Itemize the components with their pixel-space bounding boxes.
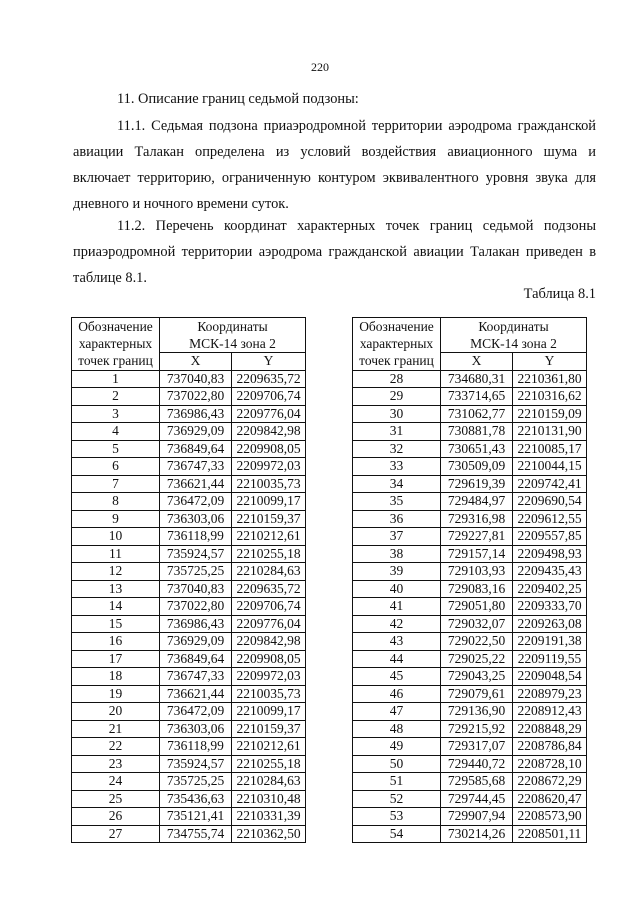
point-number: 7 (72, 475, 160, 493)
coordinates-table-right-body (353, 370, 587, 843)
table-row (72, 685, 306, 703)
x-coordinate: 729051,80 (441, 598, 513, 616)
x-coordinate: 735725,25 (160, 773, 232, 791)
y-coordinate: 2210212,61 (232, 738, 306, 756)
point-number: 29 (353, 388, 441, 406)
table-row (72, 370, 306, 388)
x-coordinate: 729484,97 (441, 493, 513, 511)
x-coordinate: 730881,78 (441, 423, 513, 441)
table-row (353, 440, 587, 458)
x-coordinate: 730509,09 (441, 458, 513, 476)
table-row (72, 458, 306, 476)
point-number: 10 (72, 528, 160, 546)
table-row (353, 703, 587, 721)
point-number: 13 (72, 580, 160, 598)
table-row (353, 685, 587, 703)
point-number: 41 (353, 598, 441, 616)
point-number: 1 (72, 370, 160, 388)
point-number: 21 (72, 720, 160, 738)
x-coordinate: 736118,99 (160, 738, 232, 756)
y-coordinate: 2209972,03 (232, 668, 306, 686)
x-coordinate: 729025,22 (441, 650, 513, 668)
point-number: 8 (72, 493, 160, 511)
x-coordinate: 735924,57 (160, 755, 232, 773)
point-number: 54 (353, 825, 441, 843)
y-coordinate: 2210159,37 (232, 720, 306, 738)
x-coordinate: 737040,83 (160, 370, 232, 388)
y-header: Y (232, 353, 306, 371)
point-number: 19 (72, 685, 160, 703)
table-row (72, 563, 306, 581)
table-row (353, 650, 587, 668)
y-coordinate: 2210044,15 (513, 458, 587, 476)
x-coordinate: 729317,07 (441, 738, 513, 756)
table-row (72, 580, 306, 598)
point-number: 48 (353, 720, 441, 738)
x-coordinate: 734680,31 (441, 370, 513, 388)
x-coordinate: 737022,80 (160, 598, 232, 616)
table-row (353, 808, 587, 826)
table-row (72, 790, 306, 808)
table-row (353, 388, 587, 406)
table-row (353, 720, 587, 738)
table-row (353, 598, 587, 616)
y-coordinate: 2208786,84 (513, 738, 587, 756)
table-row (72, 668, 306, 686)
table-row (353, 493, 587, 511)
y-coordinate: 2208620,47 (513, 790, 587, 808)
table-row (353, 563, 587, 581)
point-number: 3 (72, 405, 160, 423)
table-row (72, 720, 306, 738)
point-number: 40 (353, 580, 441, 598)
y-coordinate: 2209776,04 (232, 405, 306, 423)
point-number: 18 (72, 668, 160, 686)
table-row (353, 615, 587, 633)
x-coordinate: 735121,41 (160, 808, 232, 826)
x-coordinate: 729079,61 (441, 685, 513, 703)
y-coordinate: 2210085,17 (513, 440, 587, 458)
table-row (353, 528, 587, 546)
x-coordinate: 733714,65 (441, 388, 513, 406)
table-row (72, 388, 306, 406)
y-coordinate: 2209402,25 (513, 580, 587, 598)
x-coordinate: 736849,64 (160, 650, 232, 668)
table-row (72, 825, 306, 843)
y-coordinate: 2210035,73 (232, 685, 306, 703)
y-coordinate: 2210099,17 (232, 493, 306, 511)
table-row (72, 598, 306, 616)
y-coordinate: 2210035,73 (232, 475, 306, 493)
x-coordinate: 735436,63 (160, 790, 232, 808)
table-row (72, 493, 306, 511)
x-coordinate: 736929,09 (160, 633, 232, 651)
x-coordinate: 736472,09 (160, 493, 232, 511)
x-coordinate: 729083,16 (441, 580, 513, 598)
y-coordinate: 2209333,70 (513, 598, 587, 616)
x-coordinate: 736747,33 (160, 458, 232, 476)
point-number: 27 (72, 825, 160, 843)
x-header: X (160, 353, 232, 371)
point-number: 52 (353, 790, 441, 808)
table-row (353, 825, 587, 843)
y-coordinate: 2209742,41 (513, 475, 587, 493)
y-coordinate: 2210284,63 (232, 563, 306, 581)
point-number: 31 (353, 423, 441, 441)
x-coordinate: 736303,06 (160, 720, 232, 738)
table-row (72, 633, 306, 651)
x-coordinate: 735725,25 (160, 563, 232, 581)
y-coordinate: 2210316,62 (513, 388, 587, 406)
y-coordinate: 2210284,63 (232, 773, 306, 791)
y-coordinate: 2209635,72 (232, 580, 306, 598)
designation-header: Обозначение характерных точек границ (353, 318, 441, 371)
table-row (353, 633, 587, 651)
table-row (72, 738, 306, 756)
y-header: Y (513, 353, 587, 371)
point-number: 47 (353, 703, 441, 721)
table-row (72, 773, 306, 791)
x-coordinate: 736929,09 (160, 423, 232, 441)
x-coordinate: 729907,94 (441, 808, 513, 826)
x-coordinate: 736621,44 (160, 685, 232, 703)
y-coordinate: 2209706,74 (232, 598, 306, 616)
point-number: 11 (72, 545, 160, 563)
x-coordinate: 736747,33 (160, 668, 232, 686)
table-row (353, 668, 587, 686)
x-coordinate: 736986,43 (160, 615, 232, 633)
y-coordinate: 2209776,04 (232, 615, 306, 633)
table-row (353, 510, 587, 528)
point-number: 9 (72, 510, 160, 528)
x-coordinate: 729215,92 (441, 720, 513, 738)
coordinates-table-right (352, 317, 587, 843)
x-coordinate: 736303,06 (160, 510, 232, 528)
y-coordinate: 2210159,09 (513, 405, 587, 423)
x-coordinate: 737022,80 (160, 388, 232, 406)
table-row (353, 773, 587, 791)
point-number: 15 (72, 615, 160, 633)
y-coordinate: 2210099,17 (232, 703, 306, 721)
y-coordinate: 2208912,43 (513, 703, 587, 721)
table-row (353, 475, 587, 493)
point-number: 22 (72, 738, 160, 756)
coordinates-header: Координаты МСК-14 зона 2 (441, 318, 587, 353)
x-coordinate: 737040,83 (160, 580, 232, 598)
y-coordinate: 2210131,90 (513, 423, 587, 441)
point-number: 25 (72, 790, 160, 808)
x-coordinate: 729227,81 (441, 528, 513, 546)
table-row (72, 423, 306, 441)
point-number: 12 (72, 563, 160, 581)
x-coordinate: 736472,09 (160, 703, 232, 721)
y-coordinate: 2209908,05 (232, 650, 306, 668)
designation-header: Обозначение характерных точек границ (72, 318, 160, 371)
table-row (353, 423, 587, 441)
coordinates-table-left-body (72, 370, 306, 843)
y-coordinate: 2209908,05 (232, 440, 306, 458)
x-coordinate: 729032,07 (441, 615, 513, 633)
paragraph-11-1: 11.1. Седьмая подзона приаэродромной территории аэродрома гражданской авиации Талакан определена из условий воздействия авиационного шума и включает территорию, ограниченную контуром эквивалентного уровня звука для дневного и ночного времени суток. (73, 118, 596, 212)
y-coordinate: 2209842,98 (232, 423, 306, 441)
y-coordinate: 2208501,11 (513, 825, 587, 843)
point-number: 24 (72, 773, 160, 791)
point-number: 26 (72, 808, 160, 826)
page-number: 220 (311, 60, 329, 74)
point-number: 45 (353, 668, 441, 686)
y-coordinate: 2208728,10 (513, 755, 587, 773)
x-coordinate: 729103,93 (441, 563, 513, 581)
y-coordinate: 2209690,54 (513, 493, 587, 511)
y-coordinate: 2208848,29 (513, 720, 587, 738)
point-number: 34 (353, 475, 441, 493)
table-row (72, 440, 306, 458)
point-number: 49 (353, 738, 441, 756)
x-coordinate: 729157,14 (441, 545, 513, 563)
point-number: 44 (353, 650, 441, 668)
point-number: 6 (72, 458, 160, 476)
y-coordinate: 2209635,72 (232, 370, 306, 388)
point-number: 4 (72, 423, 160, 441)
point-number: 14 (72, 598, 160, 616)
point-number: 5 (72, 440, 160, 458)
x-coordinate: 736849,64 (160, 440, 232, 458)
coordinates-table-left (71, 317, 306, 843)
coordinates-header: Координаты МСК-14 зона 2 (160, 318, 306, 353)
table-row (353, 790, 587, 808)
y-coordinate: 2210255,18 (232, 545, 306, 563)
table-caption: Таблица 8.1 (523, 286, 596, 302)
y-coordinate: 2208573,90 (513, 808, 587, 826)
point-number: 53 (353, 808, 441, 826)
point-number: 42 (353, 615, 441, 633)
table-row (353, 370, 587, 388)
point-number: 51 (353, 773, 441, 791)
x-coordinate: 729585,68 (441, 773, 513, 791)
y-coordinate: 2210331,39 (232, 808, 306, 826)
y-coordinate: 2210212,61 (232, 528, 306, 546)
point-number: 50 (353, 755, 441, 773)
y-coordinate: 2209612,55 (513, 510, 587, 528)
y-coordinate: 2210362,50 (232, 825, 306, 843)
y-coordinate: 2209706,74 (232, 388, 306, 406)
x-coordinate: 729619,39 (441, 475, 513, 493)
x-coordinate: 729022,50 (441, 633, 513, 651)
point-number: 43 (353, 633, 441, 651)
x-coordinate: 736621,44 (160, 475, 232, 493)
table-row (72, 405, 306, 423)
table-row (353, 580, 587, 598)
point-number: 32 (353, 440, 441, 458)
y-coordinate: 2209498,93 (513, 545, 587, 563)
x-coordinate: 729136,90 (441, 703, 513, 721)
y-coordinate: 2208672,29 (513, 773, 587, 791)
point-number: 38 (353, 545, 441, 563)
table-row (353, 405, 587, 423)
x-coordinate: 729744,45 (441, 790, 513, 808)
x-coordinate: 730214,26 (441, 825, 513, 843)
y-coordinate: 2210255,18 (232, 755, 306, 773)
x-coordinate: 736986,43 (160, 405, 232, 423)
table-row (72, 475, 306, 493)
x-coordinate: 729043,25 (441, 668, 513, 686)
table-row (72, 808, 306, 826)
table-row (353, 738, 587, 756)
table-row (353, 755, 587, 773)
table-row (72, 755, 306, 773)
table-row (353, 458, 587, 476)
table-row (72, 615, 306, 633)
point-number: 39 (353, 563, 441, 581)
point-number: 28 (353, 370, 441, 388)
table-row (72, 650, 306, 668)
y-coordinate: 2209557,85 (513, 528, 587, 546)
y-coordinate: 2208979,23 (513, 685, 587, 703)
table-row (353, 545, 587, 563)
point-number: 37 (353, 528, 441, 546)
section-heading: 11. Описание границ седьмой подзоны: (117, 91, 359, 107)
point-number: 20 (72, 703, 160, 721)
x-coordinate: 736118,99 (160, 528, 232, 546)
y-coordinate: 2209972,03 (232, 458, 306, 476)
y-coordinate: 2209048,54 (513, 668, 587, 686)
y-coordinate: 2209119,55 (513, 650, 587, 668)
point-number: 35 (353, 493, 441, 511)
y-coordinate: 2210159,37 (232, 510, 306, 528)
paragraph-11-2: 11.2. Перечень координат характерных точек границ седьмой подзоны приаэродромной территории аэродрома гражданской авиации Талакан приведен в таблице 8.1. (73, 218, 596, 286)
x-coordinate: 731062,77 (441, 405, 513, 423)
x-coordinate: 729440,72 (441, 755, 513, 773)
point-number: 16 (72, 633, 160, 651)
point-number: 33 (353, 458, 441, 476)
y-coordinate: 2210361,80 (513, 370, 587, 388)
x-coordinate: 730651,43 (441, 440, 513, 458)
x-coordinate: 729316,98 (441, 510, 513, 528)
y-coordinate: 2209263,08 (513, 615, 587, 633)
y-coordinate: 2209191,38 (513, 633, 587, 651)
y-coordinate: 2210310,48 (232, 790, 306, 808)
y-coordinate: 2209435,43 (513, 563, 587, 581)
table-row (72, 528, 306, 546)
table-row (72, 545, 306, 563)
x-header: X (441, 353, 513, 371)
point-number: 30 (353, 405, 441, 423)
point-number: 36 (353, 510, 441, 528)
table-row (72, 510, 306, 528)
point-number: 2 (72, 388, 160, 406)
point-number: 46 (353, 685, 441, 703)
point-number: 23 (72, 755, 160, 773)
x-coordinate: 735924,57 (160, 545, 232, 563)
point-number: 17 (72, 650, 160, 668)
y-coordinate: 2209842,98 (232, 633, 306, 651)
table-row (72, 703, 306, 721)
x-coordinate: 734755,74 (160, 825, 232, 843)
